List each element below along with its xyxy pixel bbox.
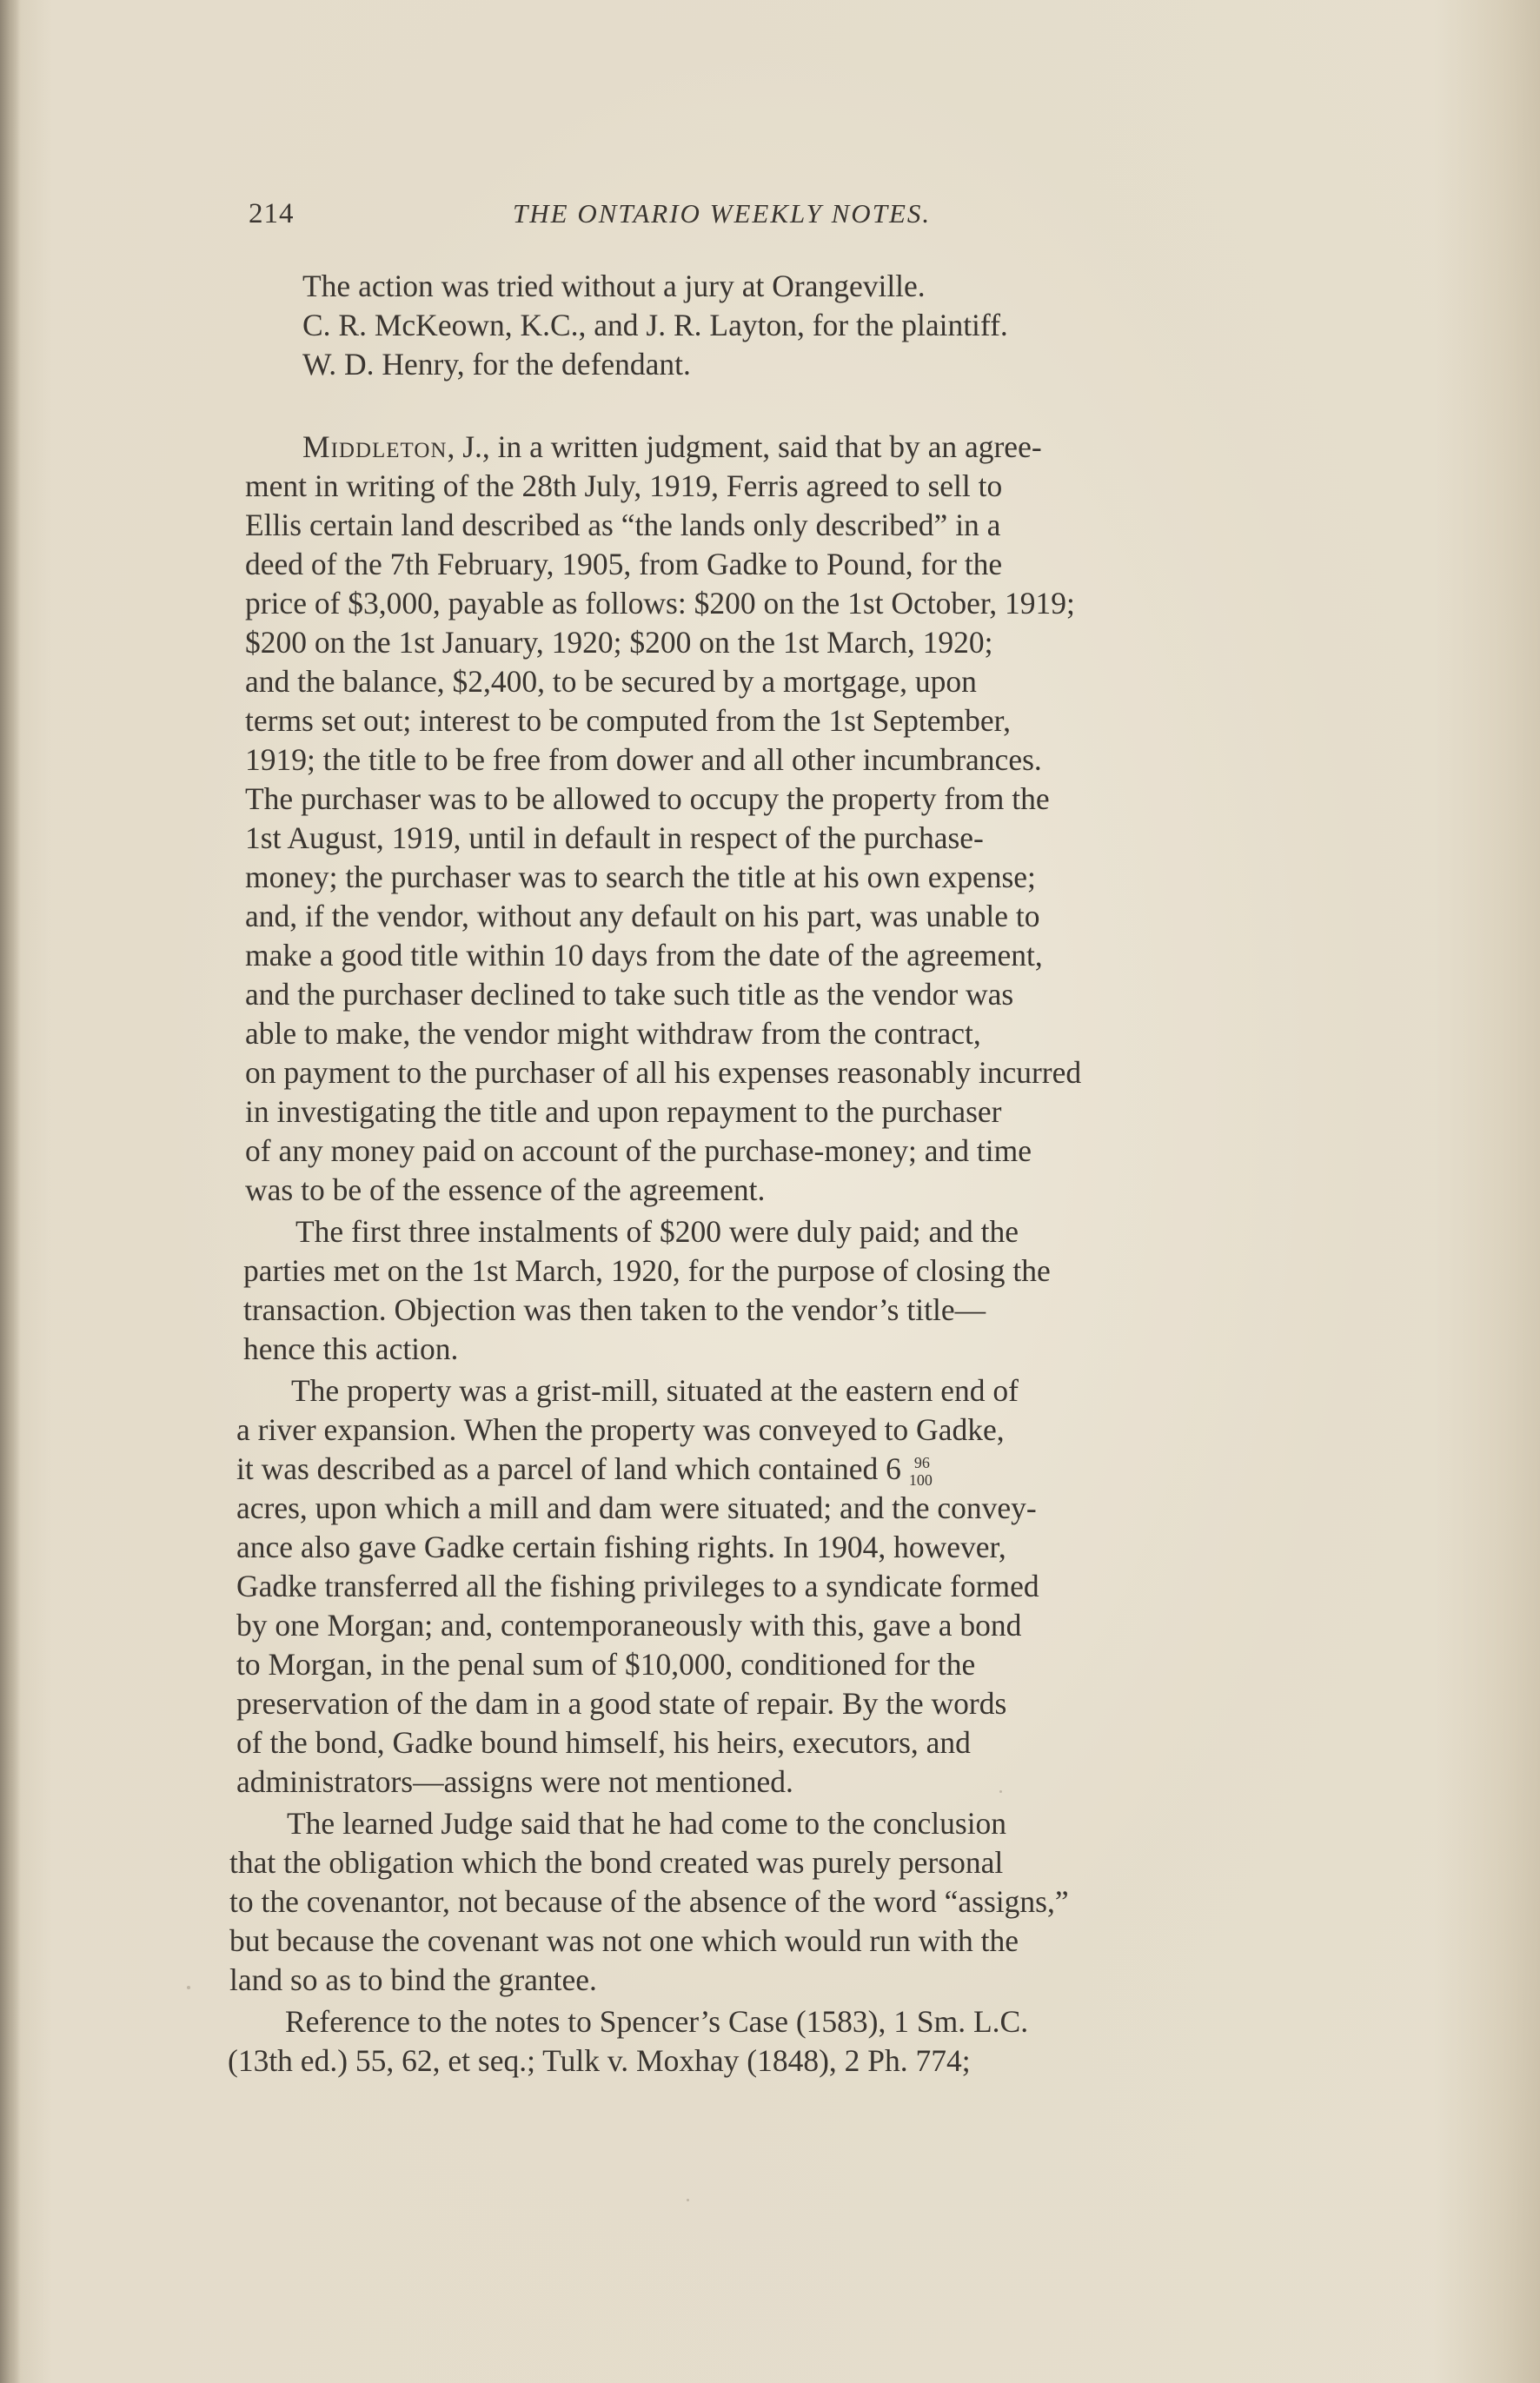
paragraph-line: parties met on the 1st March, 1920, for the purpose of closing the: [243, 1253, 1051, 1288]
paragraph-line: and the balance, $2,400, to be secured by a mortgage, upon: [245, 664, 977, 699]
paragraph-line: to the covenantor, not because of the absence of the word “assigns,”: [229, 1884, 1069, 1919]
fraction-denominator: 100: [908, 1470, 933, 1489]
paragraph-line: in investigating the title and upon repayment to the purchaser: [245, 1094, 1002, 1129]
paragraph-line: by one Morgan; and, contemporaneously with this, gave a bond: [236, 1608, 1022, 1643]
paragraph-line: Ellis certain land described as “the lands only described” in a: [245, 508, 1001, 542]
paragraph-line: price of $3,000, payable as follows: $200 on the 1st October, 1919;: [245, 586, 1075, 621]
paragraph-line: that the obligation which the bond created was purely personal: [229, 1845, 1004, 1880]
paragraph-line: Gadke transferred all the fishing privileges to a syndicate formed: [236, 1569, 1039, 1603]
acreage-fraction: [909, 1455, 944, 1490]
paragraph-line: was to be of the essence of the agreement.: [245, 1172, 766, 1207]
paragraph-line: a river expansion. When the property was conveyed to Gadke,: [236, 1412, 1005, 1447]
paragraph-line: but because the covenant was not one which would run with the: [229, 1923, 1019, 1958]
paragraph-line: Reference to the notes to Spencer’s Case (1583), 1 Sm. L.C.: [285, 2004, 1029, 2039]
paragraph-line: The purchaser was to be allowed to occupy the property from the: [245, 781, 1050, 816]
judge-name: Middleton: [302, 429, 448, 464]
paragraph-line: terms set out; interest to be computed from the 1st September,: [245, 703, 1011, 738]
paragraph-line: 1919; the title to be free from dower and all other incumbrances.: [245, 742, 1042, 777]
paragraph-line: and, if the vendor, without any default on his part, was unable to: [245, 899, 1040, 933]
intro-line: C. R. McKeown, K.C., and J. R. Layton, for the plaintiff.: [302, 308, 1008, 342]
fraction-numerator: 96: [913, 1453, 930, 1471]
paragraph-line: The learned Judge said that he had come to the conclusion: [287, 1806, 1007, 1841]
intro-line: The action was tried without a jury at Orangeville.: [302, 269, 926, 303]
paragraph-line: money; the purchaser was to search the title at his own expense;: [245, 860, 1036, 894]
paragraph-line: deed of the 7th February, 1905, from Gadke to Pound, for the: [245, 547, 1003, 581]
paragraph-line: make a good title within 10 days from the date of the agreement,: [245, 938, 1043, 972]
paragraph-line: on payment to the purchaser of all his expenses reasonably incurred: [245, 1055, 1082, 1090]
paragraph-line: [302, 428, 1042, 466]
page-edge-shadow: [0, 0, 21, 2383]
paragraph-line: preservation of the dam in a good state of repair. By the words: [236, 1686, 1007, 1721]
paragraph-line: 1st August, 1919, until in default in respect of the purchase-: [245, 820, 984, 855]
paper-speck: [687, 2199, 689, 2201]
running-title: THE ONTARIO WEEKLY NOTES.: [513, 198, 932, 229]
paragraph-line: and the purchaser declined to take such title as the vendor was: [245, 977, 1014, 1012]
paragraph-line: The first three instalments of $200 were duly paid; and the: [295, 1214, 1019, 1249]
paragraph-line: to Morgan, in the penal sum of $10,000, conditioned for the: [236, 1647, 976, 1682]
paragraph-line: hence this action.: [243, 1331, 459, 1366]
paragraph-line: The property was a grist-mill, situated at the eastern end of: [291, 1373, 1019, 1408]
paragraph-text: , J., in a written judgment, said that by an agree-: [447, 429, 1042, 464]
paragraph-line: acres, upon which a mill and dam were situated; and the convey-: [236, 1490, 1037, 1525]
page-number: 214: [249, 198, 295, 229]
paragraph-line: (13th ed.) 55, 62, et seq.; Tulk v. Moxhay (1848), 2 Ph. 774;: [228, 2043, 971, 2078]
intro-line: W. D. Henry, for the defendant.: [302, 347, 691, 382]
paragraph-line: $200 on the 1st January, 1920; $200 on the 1st March, 1920;: [245, 625, 993, 660]
page-header: [249, 198, 1291, 242]
paragraph-text: it was described as a parcel of land which contained 6: [236, 1451, 909, 1486]
paragraph-line: of any money paid on account of the purchase-money; and time: [245, 1133, 1032, 1168]
paper-speck: [187, 1986, 190, 1989]
paragraph-line: land so as to bind the grantee.: [229, 1962, 597, 1997]
paragraph-line: administrators—assigns were not mentioned.: [236, 1764, 793, 1799]
paragraph-line: of the bond, Gadke bound himself, his heirs, executors, and: [236, 1725, 971, 1760]
paragraph-line: ance also gave Gadke certain fishing rights. In 1904, however,: [236, 1530, 1006, 1564]
paragraph-line: ment in writing of the 28th July, 1919, Ferris agreed to sell to: [245, 468, 1003, 503]
paragraph-line: able to make, the vendor might withdraw from the contract,: [245, 1016, 981, 1051]
paragraph-line: transaction. Objection was then taken to the vendor’s title—: [243, 1292, 986, 1327]
paragraph-line: [236, 1450, 944, 1490]
paper-speck: [999, 1790, 1002, 1793]
